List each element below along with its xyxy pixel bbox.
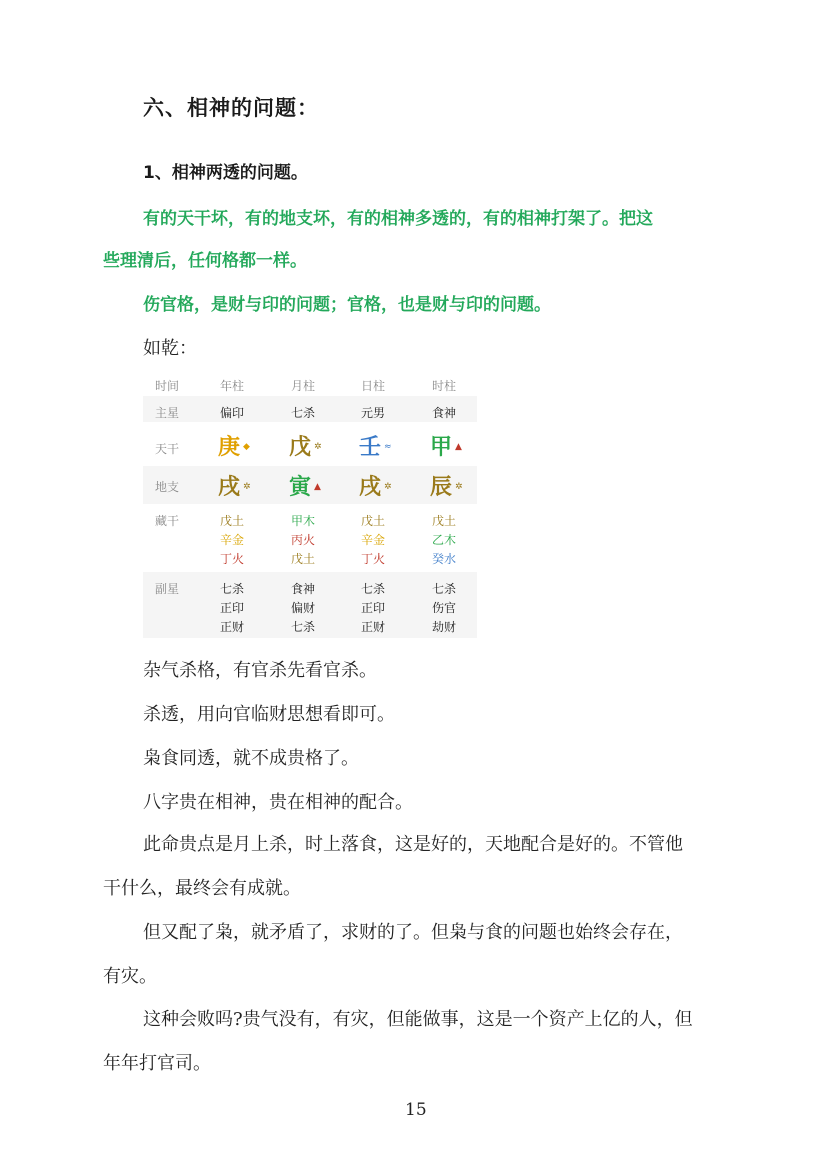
earth-element-icon: ✲ (243, 482, 251, 492)
paragraph: 有灾。 (103, 966, 157, 987)
canggan-value: 甲木 (291, 514, 316, 528)
fire-element-icon: ▲ (314, 482, 321, 492)
paragraph: 干什么，最终会有成就。 (103, 878, 301, 899)
fuxing-value: 偏财 (291, 601, 316, 615)
tiangan-char: 壬 (359, 435, 382, 460)
tiangan-char: 甲 (430, 435, 453, 460)
bazi-chart (143, 366, 477, 638)
canggan-value: 戊土 (291, 552, 316, 566)
earth-element-icon: ✲ (384, 482, 392, 492)
canggan-value: 戊土 (432, 514, 457, 528)
dizhi-label: 地支 (155, 480, 180, 494)
dizhi-char: 寅 (289, 475, 312, 500)
green-line-3: 伤官格，是财与印的问题；官格，也是财与印的问题。 (143, 295, 551, 315)
paragraph: 年年打官司。 (103, 1053, 211, 1074)
dizhi-char: 戌 (218, 475, 241, 500)
paragraph: 此命贵点是月上杀，时上落食，这是好的，天地配合是好的。不管他 (143, 834, 683, 855)
paragraph: 枭食同透，就不成贵格了。 (143, 748, 359, 769)
tiangan-char: 庚 (218, 435, 241, 460)
paragraph: 杀透，用向官临财思想看即可。 (143, 704, 395, 725)
fuxing-value: 劫财 (432, 620, 457, 634)
main-star-value: 食神 (432, 406, 457, 420)
fuxing-value: 七杀 (220, 582, 245, 596)
dizhi-char: 辰 (430, 475, 453, 500)
fuxing-value: 伤官 (432, 601, 457, 615)
tiangan-label: 天干 (155, 442, 180, 456)
paragraph: 这种会败吗?贵气没有，有灾，但能做事，这是一个资产上亿的人，但 (143, 1009, 693, 1030)
paragraph: 但又配了枭，就矛盾了，求财的了。但枭与食的问题也始终会存在， (143, 922, 683, 943)
fuxing-value: 正印 (220, 601, 245, 615)
canggan-value: 辛金 (361, 533, 386, 547)
main-star-value: 七杀 (291, 406, 316, 420)
intro-text: 如乾： (143, 338, 197, 359)
green-line-1: 有的天干坏，有的地支坏，有的相神多透的，有的相神打架了。把这 (143, 209, 653, 229)
canggan-value: 戊土 (361, 514, 386, 528)
header-month: 月柱 (291, 379, 316, 393)
fuxing-label: 副星 (155, 582, 180, 596)
section-heading: 六、相神的问题： (143, 96, 319, 120)
fuxing-value: 食神 (291, 582, 316, 596)
header-day: 日柱 (361, 379, 386, 393)
green-line-2: 些理清后，任何格都一样。 (103, 251, 307, 271)
paragraph: 八字贵在相神，贵在相神的配合。 (143, 792, 413, 813)
canggan-value: 丁火 (220, 552, 245, 566)
canggan-value: 癸水 (432, 552, 457, 566)
earth-element-icon: ✲ (455, 482, 463, 492)
fuxing-value: 正财 (361, 620, 386, 634)
page-number: 15 (405, 1100, 427, 1120)
tiangan-char: 戊 (289, 435, 312, 460)
metal-element-icon: ◆ (243, 442, 250, 452)
fuxing-value: 七杀 (291, 620, 316, 634)
main-star-label: 主星 (155, 406, 180, 420)
dizhi-char: 戌 (359, 475, 382, 500)
canggan-value: 丙火 (291, 533, 316, 547)
fuxing-value: 正印 (361, 601, 386, 615)
main-star-value: 元男 (361, 406, 386, 420)
header-year: 年柱 (220, 379, 245, 393)
canggan-label: 藏干 (155, 514, 180, 528)
fuxing-value: 七杀 (432, 582, 457, 596)
fire-element-icon: ▲ (455, 442, 462, 452)
earth-element-icon: ✲ (314, 442, 322, 452)
water-element-icon: ≈ (384, 442, 392, 452)
fuxing-value: 七杀 (361, 582, 386, 596)
canggan-value: 戊土 (220, 514, 245, 528)
fuxing-value: 正财 (220, 620, 245, 634)
canggan-value: 乙木 (432, 533, 457, 547)
subsection-heading: 1、相神两透的问题。 (143, 163, 308, 183)
canggan-value: 丁火 (361, 552, 386, 566)
header-label: 时间 (155, 379, 180, 393)
header-hour: 时柱 (432, 379, 457, 393)
paragraph: 杂气杀格，有官杀先看官杀。 (143, 660, 377, 681)
canggan-value: 辛金 (220, 533, 245, 547)
main-star-value: 偏印 (220, 406, 245, 420)
